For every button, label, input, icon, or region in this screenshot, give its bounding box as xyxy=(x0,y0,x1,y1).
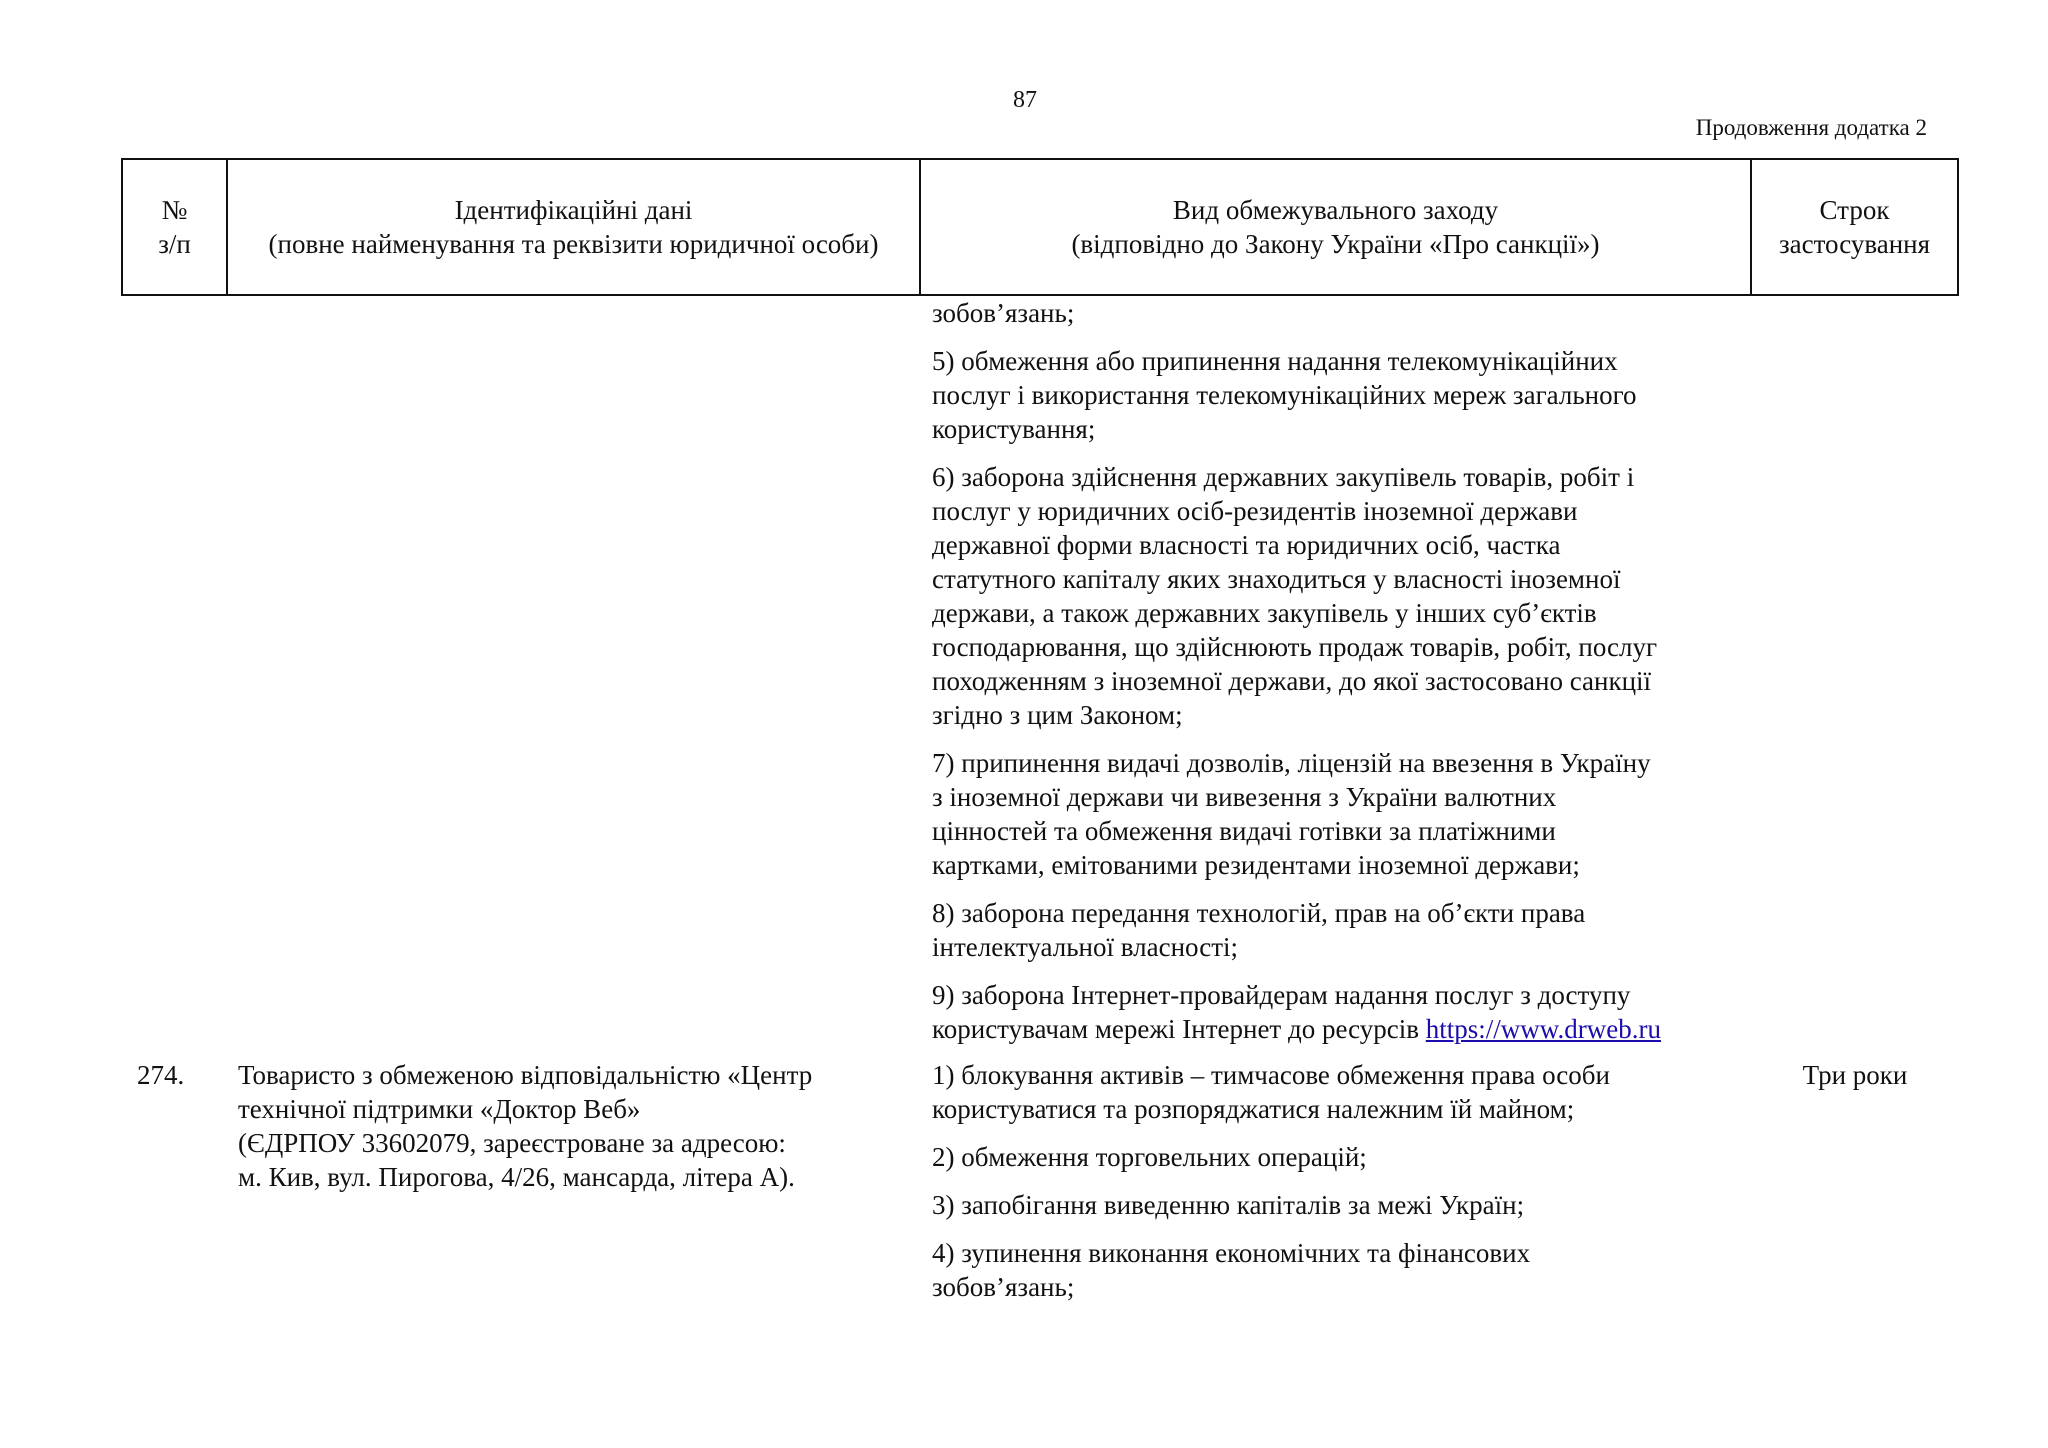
measure-item: 6) заборона здійснення державних закупівель товарів, робіт і послуг у юридичних осіб-резидентів іноземної держави державної форми власності та юридичних осіб, частка статутного капіталу яких знаходиться у власності іноземної держави, а також державних закупівель у інших суб’єктів господарювання, що здійснюють продаж товарів, робіт, послуг походженням з іноземної держави, до якої застосовано санкції згідно з цим Законом; xyxy=(932,462,1658,730)
measure-item: 8) заборона передання технологій, прав на об’єкти права інтелектуальної власності; xyxy=(932,898,1586,962)
row-number: 274. xyxy=(137,1060,185,1090)
header-col-identification-line1: Ідентифікаційні дані xyxy=(454,195,693,225)
term-value: Три роки xyxy=(1802,1060,1908,1090)
header-col-term xyxy=(1750,160,1957,294)
previous-entry-measures xyxy=(932,296,1740,1060)
entry-measures xyxy=(932,1058,1740,1318)
header-col-identification xyxy=(226,160,919,294)
header-col-measure xyxy=(919,160,1750,294)
table-body xyxy=(0,296,2048,1448)
measure-item-internet xyxy=(932,978,1740,1046)
measure-item: 1) блокування активів – тимчасове обмеження права особи користуватися та розпоряджатися належним їй майном; xyxy=(932,1060,1610,1124)
header-col-measure-line2: (відповідно до Закону України «Про санкції») xyxy=(1071,229,1600,259)
header-col-number-line1: № xyxy=(161,195,188,225)
drweb-link[interactable]: https://www.drweb.ru xyxy=(1425,1014,1661,1044)
measure-item: 7) припинення видачі дозволів, ліцензій на ввезення в Україну з іноземної держави чи вивезення з України валютних цінностей та обмеження видачі готівки за платіжними картками, емітованими резидентами іноземної держави; xyxy=(932,748,1651,880)
header-col-term-line2: застосування xyxy=(1778,229,1931,259)
header-col-number-line2: з/п xyxy=(158,229,191,259)
header-col-term-line1: Строк xyxy=(1819,195,1890,225)
measure-item: 3) запобігання виведенню капіталів за межі Україн; xyxy=(932,1190,1525,1220)
measure-item: 4) зупинення виконання економічних та фінансових зобов’язань; xyxy=(932,1238,1531,1302)
measure-item: зобов’язань; xyxy=(932,298,1075,328)
continuation-label: Продовження додатка 2 xyxy=(1695,115,1927,140)
measure-item: 5) обмеження або припинення надання телекомунікаційних послуг і використання телекомунікаційних мереж загального користування; xyxy=(932,346,1637,444)
measure-internet-text: 9) заборона Інтернет-провайдерам надання послуг з доступу користувачам мережі Інтернет до ресурсів xyxy=(932,980,1631,1044)
entity-identification: Товаристо з обмеженою відповідальністю «Центр технічної підтримки «Доктор Веб» (ЄДРПОУ 33602079, зареєстроване за адресою: м. Кив, вул. Пирогова, 4/26, мансарда, літера А). xyxy=(238,1060,813,1192)
header-col-identification-line2: (повне найменування та реквізити юридичної особи) xyxy=(268,229,879,259)
table-header xyxy=(121,158,1959,296)
measure-item: 2) обмеження торговельних операцій; xyxy=(932,1142,1367,1172)
header-col-measure-line1: Вид обмежувального заходу xyxy=(1172,195,1499,225)
header-col-number xyxy=(123,160,226,294)
page-number: 87 xyxy=(1013,87,1037,113)
